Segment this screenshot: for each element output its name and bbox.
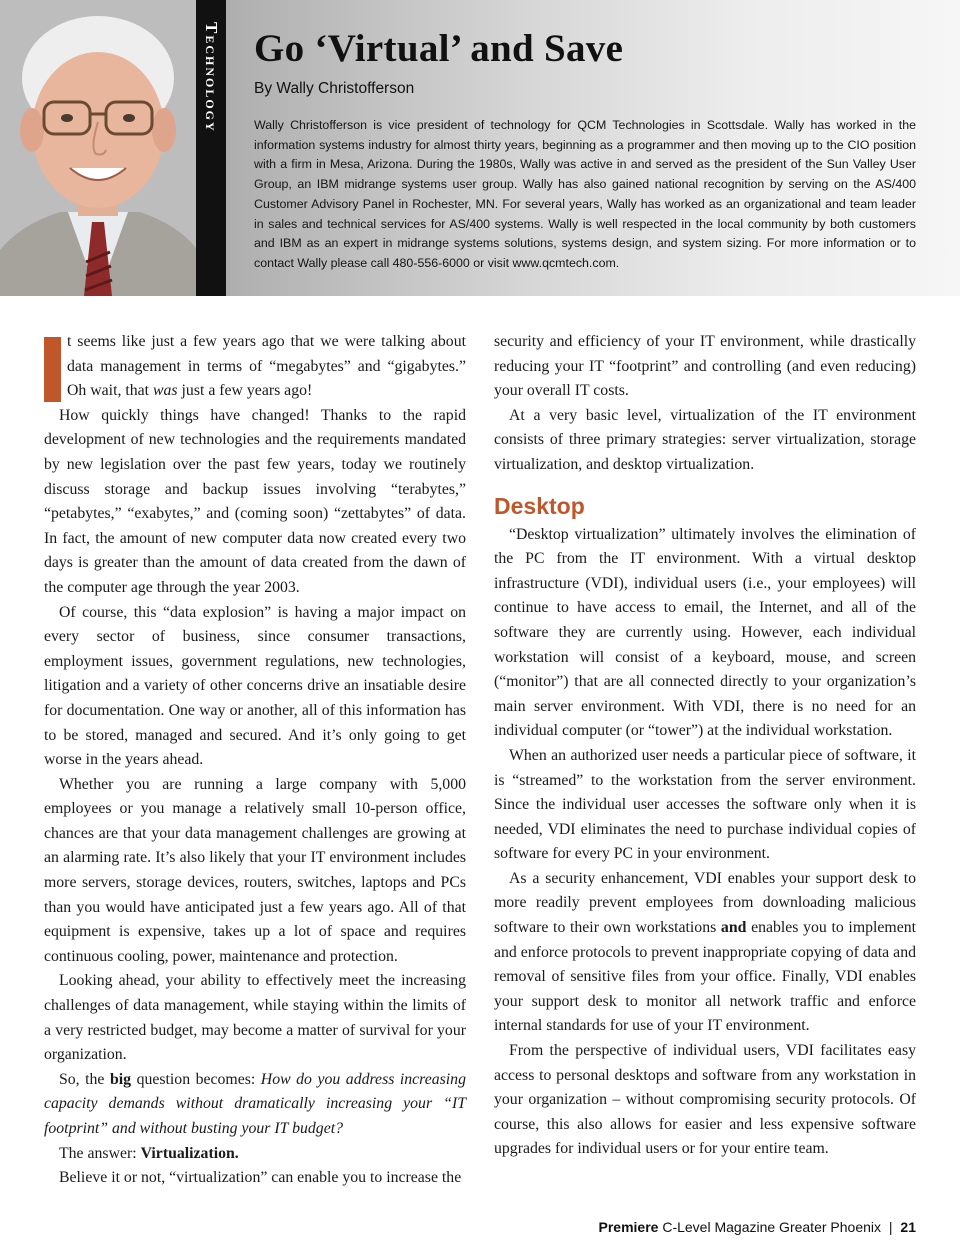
paragraph: From the perspective of individual users, VDI facilitates easy access to personal desktops and software from any workstation in your organization – without compromising security protocols. Of course, this also allows for easier and less expensive software upgrades for individual users or for your entire team. <box>494 1042 916 1158</box>
right-column <box>494 330 916 1162</box>
page-footer <box>599 1219 917 1235</box>
section-heading-desktop: Desktop <box>494 492 585 519</box>
paragraph: As a security enhancement, VDI enables your support desk to more readily prevent employees from downloading malicious software to their own workstations and enables you to implement and enforce protocols to prevent inappropriate copying of data and removal of sensitive files from your office. Finally, VDI enables your support desk to monitor all network traffic and enforce internal standards for use of your IT environment. <box>494 869 916 1035</box>
byline: By Wally Christofferson <box>254 80 415 97</box>
paragraph: t seems like just a few years ago that we were talking about data management in terms of “megabytes” and “gigabytes.” Oh wait, that was just a few years ago! <box>44 330 466 404</box>
paragraph: So, the big question becomes: How do you address increasing capacity demands without dramatically increasing your “IT footprint” and without busting your IT budget? <box>44 1070 466 1137</box>
left-column <box>44 330 466 1191</box>
footer-brand: Premiere <box>598 1219 659 1235</box>
paragraph: Of course, this “data explosion” is having a major impact on every sector of business, since consumer transactions, employment issues, government regulations, new technologies, litigation and a variety of other concerns drive an insatiable desire for documentation. One way or another, all of this information has to be stored, managed and secured. And it’s only going to get worse in the years ahead. <box>44 603 466 769</box>
article-header <box>0 0 960 296</box>
paragraph: “Desktop virtualization” ultimately involves the elimination of the PC from the IT environment. With a virtual desktop infrastructure (VDI), individual users (i.e., your employees) will continue to have access to email, the Internet, and all of the software they are currently using. However, each individual workstation will consist of a keyboard, mouse, and screen (“monitor”) that are all connected directly to your organization’s main server environment. With VDI, there is no need for an individual computer (or “tower”) at the individual workstation. <box>494 525 916 740</box>
paragraph: Looking ahead, your ability to effectively meet the increasing challenges of data management, while staying within the limits of a very restricted budget, may become a matter of survival for your organization. <box>44 972 466 1064</box>
paragraph: The answer: Virtualization. <box>59 1144 239 1162</box>
paragraph: At a very basic level, virtualization of the IT environment consists of three primary strategies: server virtualization, storage virtualization, and desktop virtualization. <box>494 406 916 473</box>
author-portrait <box>0 0 196 296</box>
page-number: 21 <box>900 1219 916 1235</box>
paragraph: Whether you are running a large company with 5,000 employees or you manage a relatively small 10-person office, chances are that your data management challenges are growing at an alarming rate. It’s also likely that your IT environment includes more servers, storage devices, routers, switches, laptops and PCs than you would have anticipated just a few years ago. All of that equipment is expensive, takes up a lot of space and requires continuous cooling, power, maintenance and protection. <box>44 775 466 965</box>
footer-magazine: C-Level Magazine Greater Phoenix <box>662 1219 881 1235</box>
author-photo <box>0 0 196 296</box>
section-tab <box>196 0 226 296</box>
paragraph: How quickly things have changed! Thanks to the rapid development of new technologies and the requirements mandated by new legislation over the past few years, today we routinely discuss storage and backup issues involving “terabytes,” “petabytes,” “exabytes,” and (coming soon) “zettabytes” of data. In fact, the amount of new computer data now created every two days is greater than the amount of data created from the dawn of the computer age through the year 2003. <box>44 406 466 596</box>
article-title: Go ‘Virtual’ and Save <box>254 27 624 70</box>
drop-cap-i <box>44 337 61 402</box>
footer-separator: | <box>888 1219 893 1235</box>
paragraph: When an authorized user needs a particular piece of software, it is “streamed” to the workstation from the server environment. Since the individual user accesses the software only when it is needed, VDI eliminates the need to purchase individual copies of software for every PC in your environment. <box>494 746 916 863</box>
paragraph: Believe it or not, “virtualization” can enable you to increase the <box>59 1169 462 1187</box>
author-bio: Wally Christofferson is vice president of technology for QCM Technologies in Scottsdale. Wally has worked in the information systems industry for almost thirty years, beginning as a programmer and then moving up to the CIO position with a firm in Mesa, Arizona. During the 1980s, Wally was active in and served as the president of the Sun Valley User Group, an IBM midrange systems user group. Wally has also gained national recognition by serving on the AS/400 Customer Advisory Panel in Rochester, MN. For several years, Wally has worked as an organizational and team leader in sales and technical services for AS/400 systems. Wally is well respected in the local community by both customers and IBM as an expert in midrange systems solutions, systems design, and system sizing. For more information or to contact Wally please call 480-556-6000 or visit www.qcmtech.com. <box>254 118 916 270</box>
section-tab-label: Technology <box>202 22 221 133</box>
paragraph: security and efficiency of your IT environment, while drastically reducing your IT “footprint” and controlling (and even reducing) your overall IT costs. <box>494 333 916 400</box>
